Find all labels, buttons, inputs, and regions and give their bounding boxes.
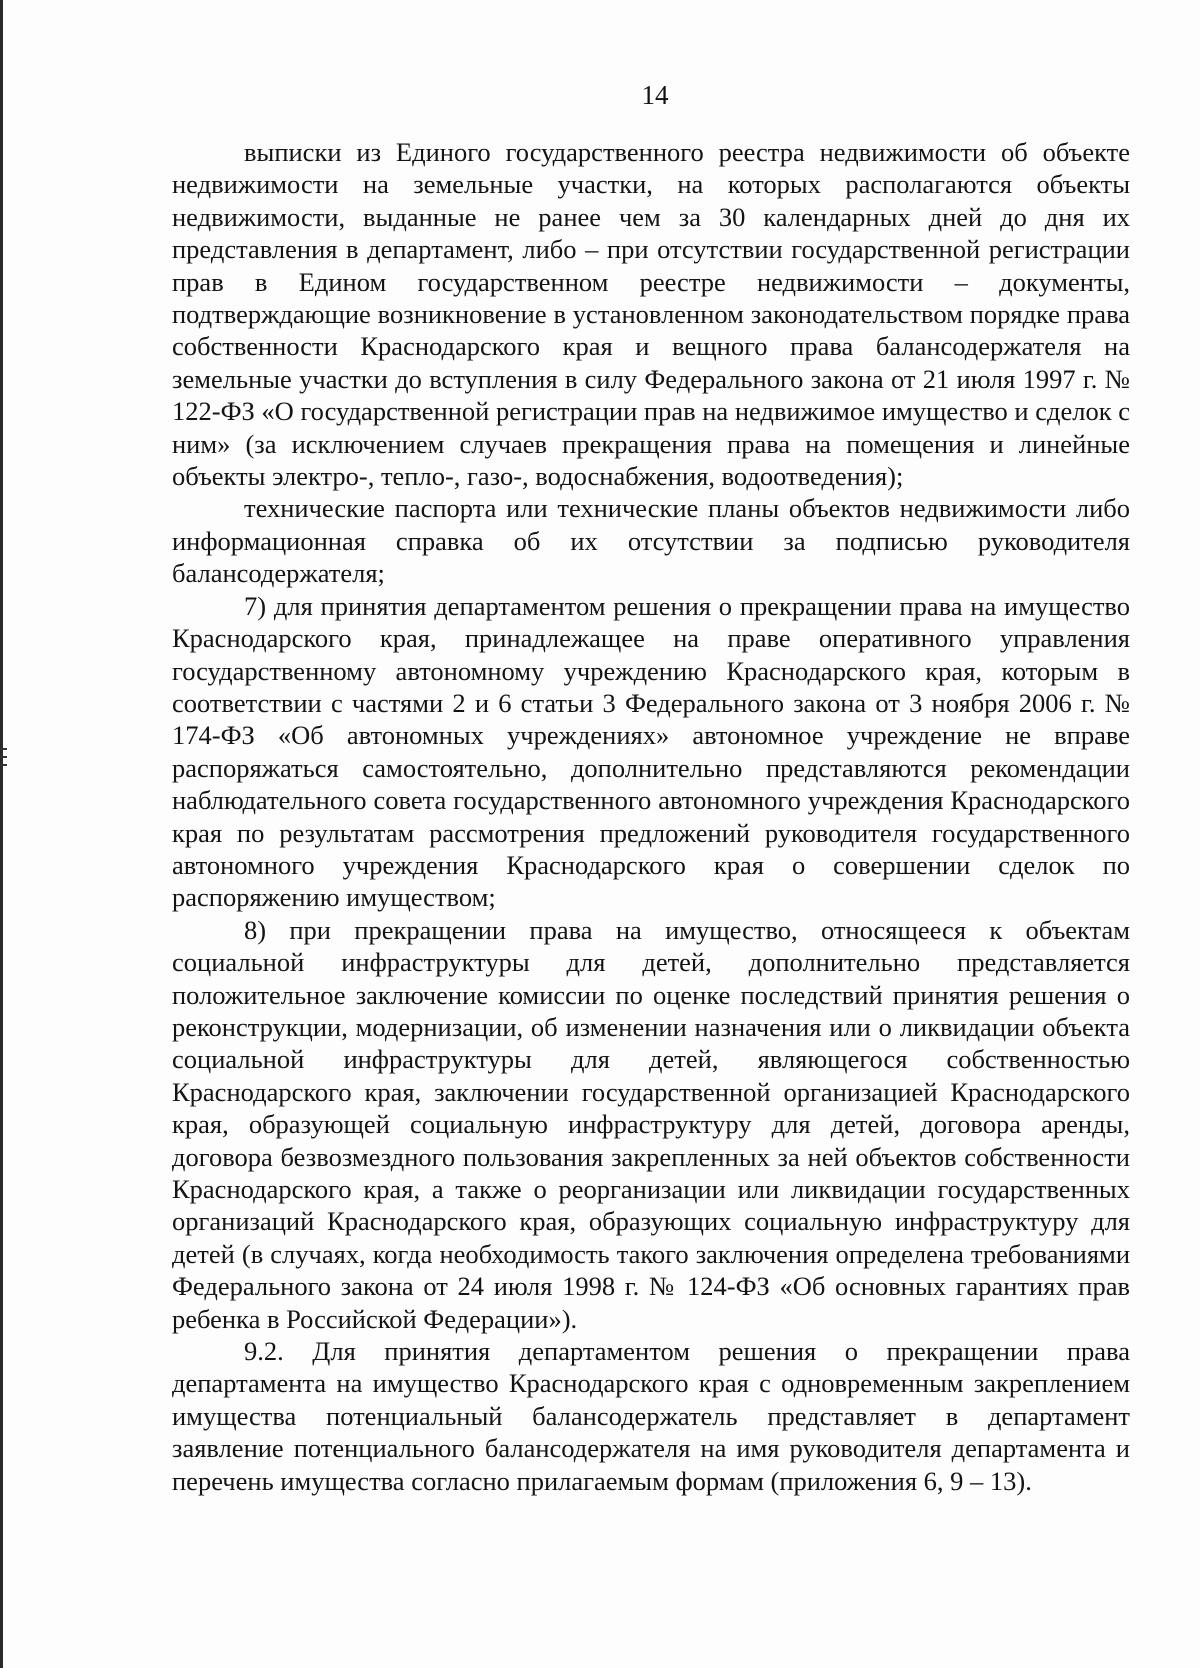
paragraph-9-2: 9.2. Для принятия департаментом решения о прекращении права департамента на имущество Краснодарского края с одновременным закреплением имущества потенциальный балансодержатель представляет в департамент заявление потенциального балансодержателя на имя руководителя департамента и перечень имущества согласно прилагаемым формам (приложения 6, 9 – 13). <box>172 1336 1130 1496</box>
paragraph-item-8: 8) при прекращении права на имущество, относящееся к объектам социальной инфраструктуры для детей, дополнительно представляется положительное заключение комиссии по оценке последствий принятия решения о реконструкции, модернизации, об изменении назначения или о ликвидации объекта социальной инфраструктуры для детей, являющегося собственностью Краснодарского края, заключении государственной организацией Краснодарского края, образующей социальную инфраструктуру для детей, договора аренды, договора безвозмездного пользования закрепленных за ней объектов собственности Краснодарского края, а также о реорганизации или ликвидации государственных организаций Краснодарского края, образующих социальную инфраструктуру для детей (в случаях, когда необходимость такого заключения определена требованиями Федерального закона от 24 июля 1998 г. № 124-ФЗ «Об основных гарантиях прав ребенка в Российской Федерации»). <box>172 914 1130 1334</box>
scan-mark <box>1 756 7 758</box>
paragraph-egrn-extracts: выписки из Единого государственного реестра недвижимости об объекте недвижимости на земельные участки, на которых располагаются объекты недвижимости, выданные не ранее чем за 30 календарных дней до дня их представления в департамент, либо – при отсутствии государственной регистрации прав в Едином государственном реестре недвижимости – документы, подтверждающие возникновение в установленном законодательством порядке права собственности Краснодарского края и вещного права балансодержателя на земельные участки до вступления в силу Федерального закона от 21 июля 1997 г. № 122-ФЗ «О государственной регистрации прав на недвижимое имущество и сделок с ним» (за исключением случаев прекращения права на помещения и линейные объекты электро-, тепло-, газо-, водоснабжения, водоотведения); <box>172 137 1130 492</box>
document-body <box>172 136 1130 1497</box>
scan-mark <box>1 764 7 766</box>
page-number: 14 <box>641 80 669 110</box>
paragraph-technical-passports: технические паспорта или технические планы объектов недвижимости либо информационная справка об их отсутствии за подписью руководителя балансодержателя; <box>172 493 1130 589</box>
paragraph-item-7: 7) для принятия департаментом решения о прекращении права на имущество Краснодарского края, принадлежащее на праве оперативного управления государственному автономному учреждению Краснодарского края, которым в соответствии с частями 2 и 6 статьи 3 Федерального закона от 3 ноября 2006 г. № 174-ФЗ «Об автономных учреждениях» автономное учреждение не вправе распоряжаться самостоятельно, дополнительно представляются рекомендации наблюдательного совета государственного автономного учреждения Краснодарского края по результатам рассмотрения предложений руководителя государственного автономного учреждения Краснодарского края о совершении сделок по распоряжению имуществом; <box>172 590 1130 913</box>
scan-mark <box>1 748 7 750</box>
scan-left-edge <box>0 0 3 1668</box>
